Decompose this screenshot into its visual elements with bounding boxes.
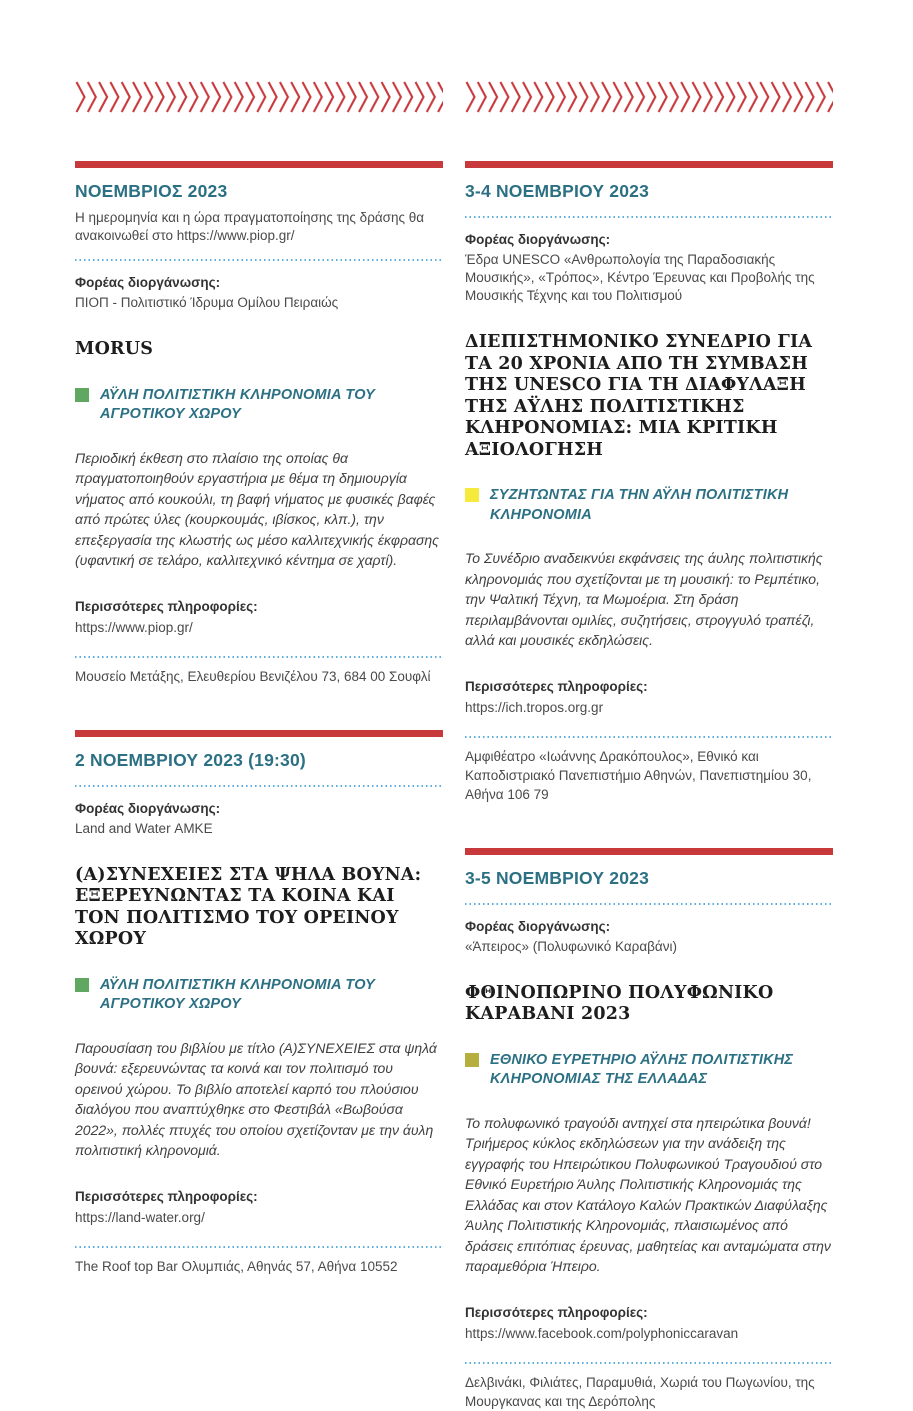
more-info-label: Περισσότερες πληροφορίες:: [465, 678, 648, 694]
more-info-label: Περισσότερες πληροφορίες:: [465, 1304, 648, 1320]
event-date-heading: 3-4 ΝΟΕΜΒΡΙΟΥ 2023: [465, 181, 650, 201]
event-card: [465, 848, 833, 1411]
category-tag: [465, 1051, 833, 1090]
section-rule: [465, 848, 833, 855]
dotted-divider: [465, 903, 833, 905]
category-label: ΕΘΝΙΚΟ ΕΥΡΕΤΗΡΙΟ ΑΫΛΗΣ ΠΟΛΙΤΙΣΤΙΚΗΣ ΚΛΗΡΟΝΟΜΙΑΣ ΤΗΣ ΕΛΛΑΔΑΣ: [490, 1051, 794, 1087]
event-date-heading: 2 ΝΟΕΜΒΡΙΟΥ 2023 (19:30): [75, 749, 306, 770]
two-column-layout: [75, 79, 834, 1411]
event-card: [75, 730, 443, 1276]
category-label: ΑΫΛΗ ΠΟΛΙΤΙΣΤΙΚΗ ΚΛΗΡΟΝΟΜΙΑ ΤΟΥ ΑΓΡΟΤΙΚΟΥ ΧΩΡΟΥ: [100, 976, 375, 1012]
event-description: Περιοδική έκθεση στο πλαίσιο της οποίας θα πραγματοποιηθούν εργαστήρια με θέμα τη δημιουργία νήματος από κουκούλι, τη βαφή νήματος με φυσικές βαφές από πρώτες ύλες (κουρκουμάς, ιβίσκος, κλπ.), την επεξεργασία της κλωστής ως μέσο καλλιτεχνικής έκφρασης (υφαντική σε τελάρο, καλλιτεχνικό κέντημα σε χαρτί).: [75, 449, 439, 568]
category-swatch-icon: [75, 978, 89, 992]
dotted-divider: [75, 259, 443, 261]
more-info-label: Περισσότερες πληροφορίες:: [75, 598, 258, 614]
organizer-name: «Άπειρος» (Πολυφωνικό Καραβάνι): [465, 938, 677, 954]
chevron-decoration-icon: [75, 79, 443, 115]
organizer-label: Φορέας διοργάνωσης:: [465, 918, 611, 934]
more-info-url[interactable]: https://land-water.org/: [75, 1209, 205, 1225]
dotted-divider: [465, 736, 833, 738]
venue-text: Μουσείο Μετάξης, Ελευθερίου Βενιζέλου 73, 684 00 Σουφλί: [75, 668, 431, 684]
event-description: Παρουσίαση του βιβλίου με τίτλο (Α)ΣΥΝΕΧΕΙΕΣ στα ψηλά βουνά: εξερευνώντας τα κοινά και τον πολιτισμό του ορεινού χώρου. Το βιβλίο αποτελεί καρπό του πλούσιου διαλόγου που αναπτύχθηκε στο Φεστιβάλ «Βωβούσα 2022», πολλές πτυχές του οποίου σχετίζονταν με την άυλη πολιτιστική κληρονομιά.: [75, 1039, 437, 1158]
section-rule: [465, 161, 833, 168]
event-date-heading: ΝΟΕΜΒΡΙΟΣ 2023: [75, 181, 228, 201]
category-swatch-icon: [465, 1053, 479, 1067]
event-title: MORUS: [75, 339, 154, 359]
event-description: Το Συνέδριο αναδεικνύει εκφάνσεις της άυλης πολιτιστικής κληρονομιάς που σχετίζονται με τη μουσική: το Ρεμπέτικο, την Ψαλτική Τέχνη, τα Μωμοέρια. Στη δράση περιλαμβάνονται ομιλίες, συζητήσεις, στρογγυλό τραπέζι, αλλά και μουσικές εκδηλώσεις.: [465, 550, 823, 648]
event-description: Το πολυφωνικό τραγούδι αντηχεί στα ηπειρώτικα βουνά! Τριήμερος κύκλος εκδηλώσεων για την ανάδειξη της εγγραφής του Ηπειρώτικου Πολυφωνικού Τραγουδιού στο Εθνικό Ευρετήριο Άυλης Πολιτιστικής Κληρονομιάς της Ελλάδας και στον Κατάλογο Καλών Πρακτικών Διαφύλαξης Άυλης Πολιτιστικής Κληρονομιάς, πλαισιωμένος από δράσεις επιτόπιας έρευνας, μαθητείας και ανταμώματα στην παραμεθόρια Ήπειρο.: [465, 1114, 831, 1274]
left-column: [75, 79, 443, 1411]
more-info-label: Περισσότερες πληροφορίες:: [75, 1188, 258, 1204]
event-date-note: Η ημερομηνία και η ώρα πραγματοποίησης της δράσης θα ανακοινωθεί στο https://www.piop.gr/: [75, 210, 425, 243]
more-info-url[interactable]: https://www.facebook.com/polyphoniccaravan: [465, 1325, 739, 1341]
organizer-label: Φορέας διοργάνωσης:: [75, 275, 221, 290]
more-info-url[interactable]: https://ich.tropos.org.gr: [465, 699, 604, 715]
dotted-divider: [75, 1246, 443, 1248]
dotted-divider: [75, 656, 443, 658]
event-title: ΦΘΙΝΟΠΩΡΙΝΟ ΠΟΛΥΦΩΝΙΚΟ ΚΑΡΑΒΑΝΙ 2023: [465, 982, 774, 1024]
event-card: [75, 161, 443, 686]
more-info-url[interactable]: https://www.piop.gr/: [75, 619, 193, 635]
organizer-label: Φορέας διοργάνωσης:: [75, 800, 221, 816]
section-rule: [75, 730, 443, 737]
event-title: ΔΙΕΠΙΣΤΗΜΟΝΙΚΟ ΣΥΝΕΔΡΙΟ ΓΙΑ ΤΑ 20 ΧΡΟΝΙΑ ΑΠΟ ΤΗ ΣΥΜΒΑΣΗ ΤΗΣ UNESCO ΓΙΑ ΤΗ ΔΙΑΦΥΛΑΞΗ ΤΗΣ ΑΫΛΗΣ ΠΟΛΙΤΙΣΤΙΚΗΣ ΚΛΗΡΟΝΟΜΙΑΣ: ΜΙΑ ΚΡΙΤΙΚΗ ΑΞΙΟΛΟΓΗΣΗ: [465, 332, 813, 460]
chevron-decoration-icon: [465, 79, 833, 115]
section-rule: [75, 161, 443, 168]
organizer-label: Φορέας διοργάνωσης:: [465, 232, 611, 247]
right-column: [465, 79, 833, 1411]
category-swatch-icon: [75, 388, 89, 402]
dotted-divider: [75, 785, 443, 787]
dotted-divider: [465, 216, 833, 218]
category-tag: [465, 486, 833, 525]
event-date-heading: 3-5 ΝΟΕΜΒΡΙΟΥ 2023: [465, 867, 650, 888]
category-tag: [75, 976, 443, 1015]
event-card: [465, 161, 833, 804]
dotted-divider: [465, 1362, 833, 1364]
event-title: (Α)ΣΥΝΕΧΕΙΕΣ ΣΤΑ ΨΗΛΑ ΒΟΥΝΑ: ΕΞΕΡΕΥΝΩΝΤΑΣ ΤΑ ΚΟΙΝΑ ΚΑΙ ΤΟΝ ΠΟΛΙΤΙΣΜΟ ΤΟΥ ΟΡΕΙΝΟΥ ΧΩΡΟΥ: [75, 864, 422, 949]
venue-text: Αμφιθέατρο «Ιωάννης Δρακόπουλος», Εθνικό και Καποδιστριακό Πανεπιστήμιο Αθηνών, Πανεπιστημίου 30, Αθήνα 106 79: [465, 748, 812, 802]
organizer-name: Land and Water ΑΜΚΕ: [75, 820, 213, 836]
category-label: ΣΥΖΗΤΩΝΤΑΣ ΓΙΑ ΤΗΝ ΑΫΛΗ ΠΟΛΙΤΙΣΤΙΚΗ ΚΛΗΡΟΝΟΜΙΑ: [490, 487, 789, 523]
organizer-name: ΠΙΟΠ - Πολιτιστικό Ίδρυμα Ομίλου Πειραιώς: [75, 295, 339, 310]
category-swatch-icon: [465, 488, 479, 502]
venue-text: The Roof top Bar Ολυμπιάς, Αθηνάς 57, Αθήνα 10552: [75, 1258, 398, 1274]
venue-text: Δελβινάκι, Φιλιάτες, Παραμυθιά, Χωριά του Πωγωνίου, της Μουργκανας και της Δερόπολης: [465, 1374, 815, 1409]
category-label: ΑΫΛΗ ΠΟΛΙΤΙΣΤΙΚΗ ΚΛΗΡΟΝΟΜΙΑ ΤΟΥ ΑΓΡΟΤΙΚΟΥ ΧΩΡΟΥ: [100, 386, 375, 422]
category-tag: [75, 386, 443, 425]
organizer-name: Έδρα UNESCO «Ανθρωπολογία της Παραδοσιακής Μουσικής», «Τρόπος», Κέντρο Έρευνας και Προβολής της Μουσικής Τέχνης και του Πολιτισμού: [465, 252, 815, 303]
